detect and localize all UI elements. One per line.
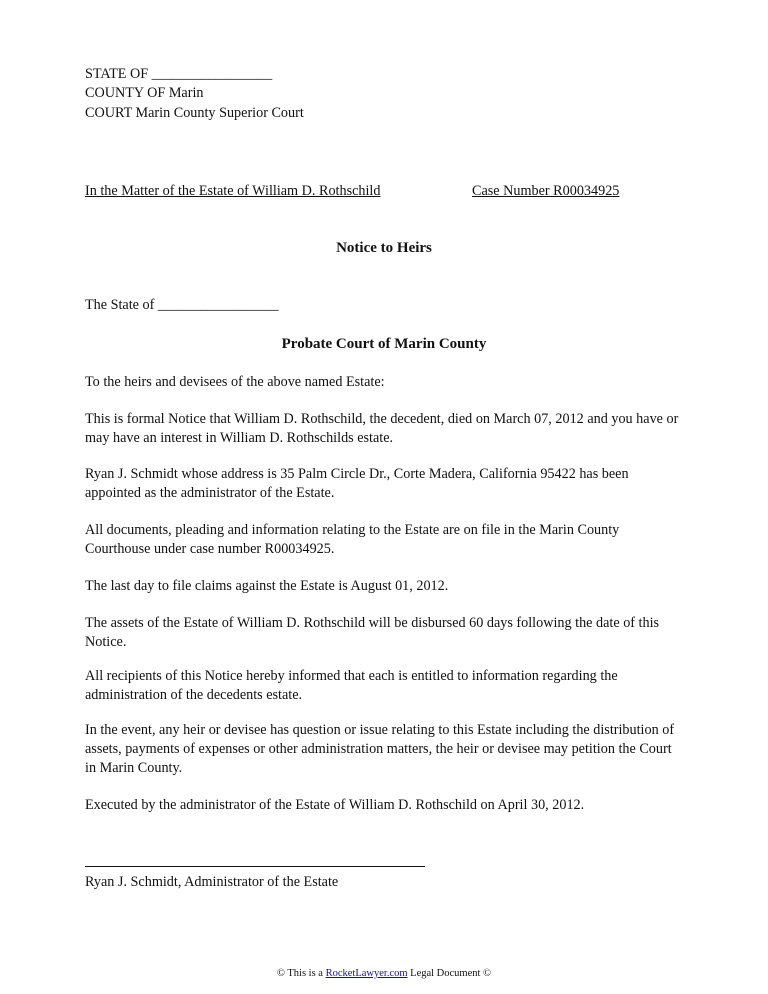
footer-prefix: © This is a bbox=[276, 968, 326, 979]
paragraph-claims-deadline: The last day to file claims against the Estate is August 01, 2012. bbox=[85, 578, 449, 594]
paragraph-recipients: All recipients of this Notice hereby informed that each is entitled to information regarding the administration of the decedents estate. bbox=[85, 668, 618, 703]
paragraph-documents: All documents, pleading and information relating to the Estate are on file in the Marin County Courthouse under case number R00034925. bbox=[85, 522, 620, 557]
paragraph-assets: The assets of the Estate of William D. Rothschild will be disbursed 60 days following the date of this Notice. bbox=[85, 615, 660, 650]
state-line: STATE OF _________________ bbox=[85, 66, 273, 82]
signature-name: Ryan J. Schmidt, Administrator of the Estate bbox=[85, 874, 339, 890]
paragraph-petition: In the event, any heir or devisee has question or issue relating to this Estate including the distribution of assets, payments of expenses or other administration matters, the heir or devisee may petition the Court in Marin County. bbox=[85, 722, 675, 776]
case-number-line: Case Number R00034925 bbox=[472, 183, 620, 199]
paragraph-administrator: Ryan J. Schmidt whose address is 35 Palm Circle Dr., Corte Madera, California 95422 has been appointed as the administrator of the Estate. bbox=[85, 466, 629, 501]
state-of-line: The State of _________________ bbox=[85, 297, 279, 313]
document-title: Notice to Heirs bbox=[336, 240, 432, 256]
paragraph-executed: Executed by the administrator of the Estate of William D. Rothschild on April 30, 2012. bbox=[85, 797, 585, 813]
footer-suffix: Legal Document © bbox=[407, 968, 492, 979]
estate-matter-line: In the Matter of the Estate of William D. Rothschild bbox=[85, 183, 381, 199]
paragraph-formal-notice: This is formal Notice that William D. Rothschild, the decedent, died on March 07, 2012 and you have or may have an interest in William D. Rothschilds estate. bbox=[85, 411, 679, 446]
rocketlawyer-link[interactable]: RocketLawyer.com bbox=[325, 968, 408, 979]
signature-line bbox=[85, 866, 425, 867]
court-line: COURT Marin County Superior Court bbox=[85, 105, 304, 121]
document-subtitle: Probate Court of Marin County bbox=[281, 336, 487, 352]
county-line: COUNTY OF Marin bbox=[85, 85, 204, 101]
footer bbox=[0, 967, 768, 981]
paragraph-salutation: To the heirs and devisees of the above named Estate: bbox=[85, 374, 385, 390]
